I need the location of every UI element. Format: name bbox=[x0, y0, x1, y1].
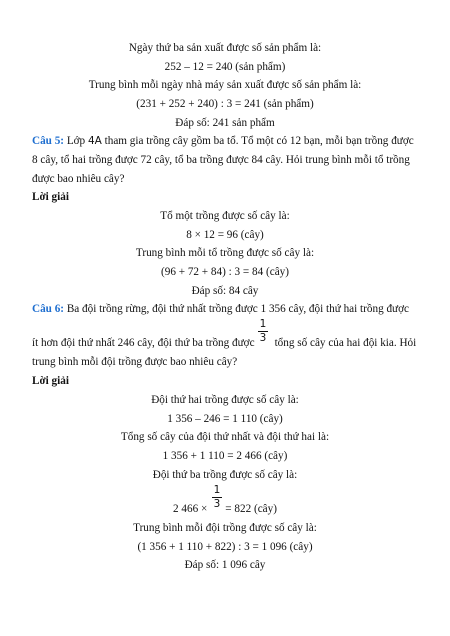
q6-text-1: Ba đội trồng rừng, đội thứ nhất trồng được 1 356 cây, đội thứ hai trồng được bbox=[66, 303, 410, 315]
q6-text-2a: ít hơn đội thứ nhất 246 cây, đội thứ ba trồng được bbox=[32, 337, 255, 349]
q6-step-7: Trung bình mỗi đội trồng được số cây là: bbox=[133, 522, 317, 534]
q6-step-3: Tổng số cây của đội thứ nhất và đội thứ hai là: bbox=[120, 431, 330, 443]
q6-label: Câu 6: bbox=[32, 303, 65, 315]
q6-text-2b: tổng số cây của hai đội kia. Hỏi bbox=[274, 337, 417, 349]
q5-text-b: tham gia trồng cây gồm ba tổ. Tổ một có 12 bạn, mỗi bạn trồng được bbox=[104, 135, 414, 147]
q6-step-fraction-one-third bbox=[212, 485, 222, 510]
fraction-numerator: 1 bbox=[213, 484, 221, 496]
q5-line-2: 8 cây, tổ hai trồng được 72 cây, tổ ba trồng được 84 cây. Hỏi trung bình mỗi tổ trồng bbox=[32, 154, 410, 166]
q6-step-6-left: 2 466 × bbox=[173, 503, 208, 515]
q6-step-5: Đội thứ ba trồng được số cây là: bbox=[152, 469, 298, 481]
q5-line-3: được bao nhiêu cây? bbox=[32, 173, 125, 185]
q6-step-6-right: = 822 (cây) bbox=[225, 503, 277, 515]
q5-label: Câu 5: bbox=[32, 135, 65, 147]
prev-answer: Đáp số: 241 sản phẩm bbox=[175, 117, 275, 129]
q6-line-1 bbox=[32, 302, 409, 316]
q6-solution-heading: Lời giải bbox=[32, 375, 69, 387]
prev-line-4: (231 + 252 + 240) : 3 = 241 (sản phẩm) bbox=[136, 98, 314, 110]
q5-step-3: Trung bình mỗi tổ trồng được số cây là: bbox=[135, 247, 315, 259]
q6-fraction-one-third bbox=[258, 319, 268, 344]
q6-step-1: Đội thứ hai trồng được số cây là: bbox=[151, 394, 299, 406]
q6-step-6 bbox=[0, 502, 450, 516]
q6-answer: Đáp số: 1 096 cây bbox=[184, 559, 266, 571]
fraction-numerator: 1 bbox=[259, 318, 267, 330]
fraction-denominator: 3 bbox=[259, 332, 267, 344]
q5-class-name: 4A bbox=[87, 135, 102, 147]
q5-step-1: Tổ một trồng được số cây là: bbox=[160, 210, 290, 222]
q6-line-3: trung bình mỗi đội trồng được bao nhiêu cây? bbox=[32, 356, 238, 368]
prev-line-2: 252 – 12 = 240 (sản phẩm) bbox=[164, 61, 286, 73]
prev-line-1: Ngày thứ ba sản xuất được số sản phẩm là: bbox=[128, 42, 322, 54]
q5-text-a: Lớp bbox=[66, 135, 86, 147]
q6-step-2: 1 356 – 246 = 1 110 (cây) bbox=[167, 413, 283, 425]
fraction-denominator: 3 bbox=[213, 498, 221, 510]
prev-line-3: Trung bình mỗi ngày nhà máy sản xuất được số sản phẩm là: bbox=[88, 79, 362, 91]
q6-step-8: (1 356 + 1 110 + 822) : 3 = 1 096 (cây) bbox=[137, 541, 313, 553]
q5-solution-heading: Lời giải bbox=[32, 191, 69, 203]
q5-line-1 bbox=[32, 134, 414, 148]
q5-step-2: 8 × 12 = 96 (cây) bbox=[186, 229, 264, 241]
q5-answer: Đáp số: 84 cây bbox=[191, 285, 259, 297]
q6-line-2 bbox=[32, 336, 416, 350]
q6-step-4: 1 356 + 1 110 = 2 466 (cây) bbox=[162, 450, 288, 462]
q5-step-4: (96 + 72 + 84) : 3 = 84 (cây) bbox=[161, 266, 289, 278]
